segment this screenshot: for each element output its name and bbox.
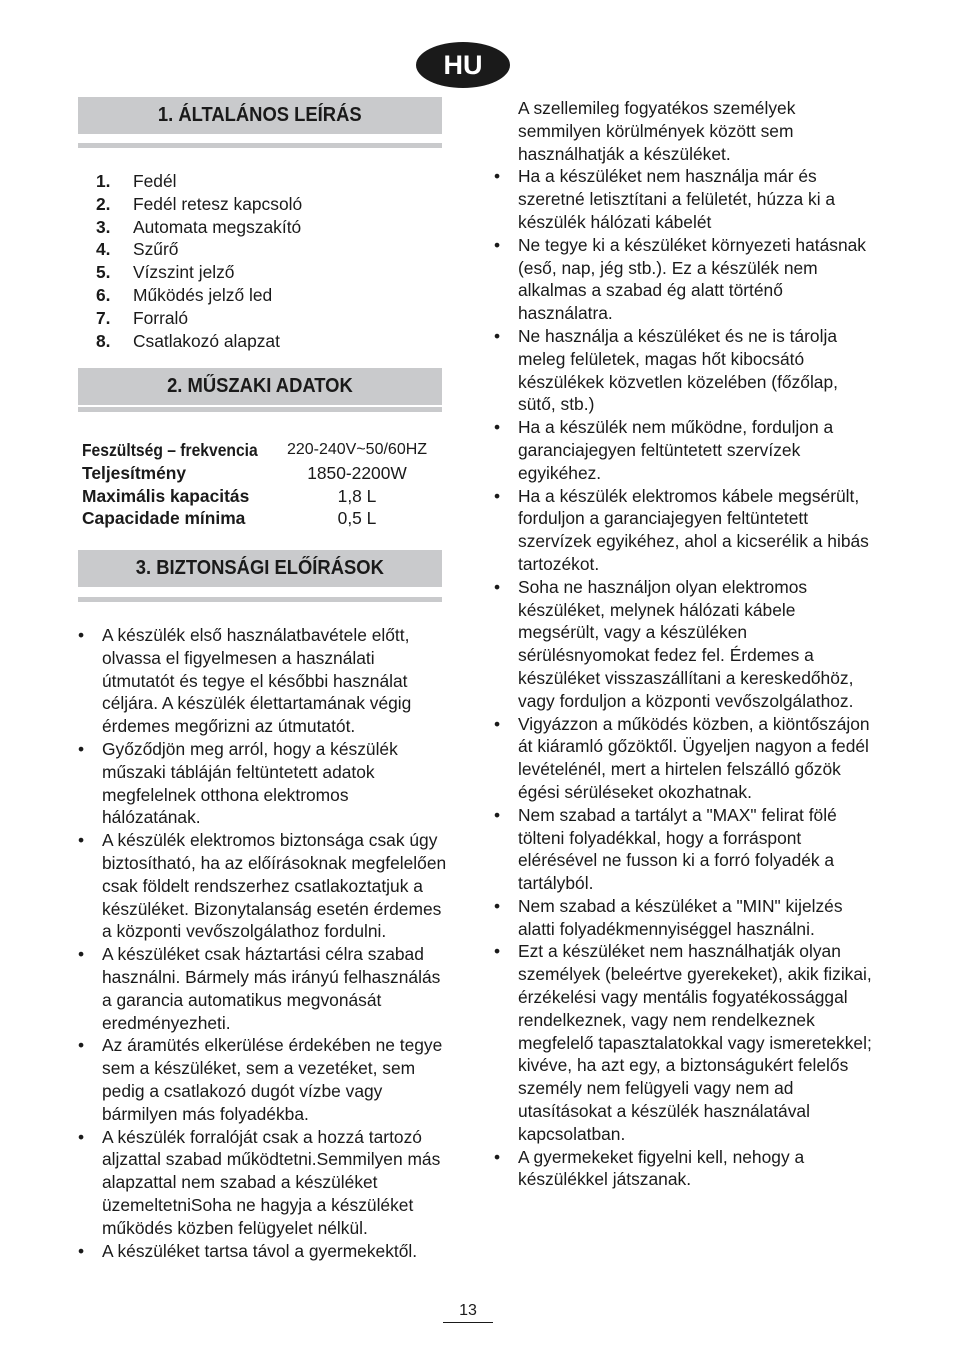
list-item: • Ne tegye ki a készüléket környezeti hatásnak (eső, nap, jég stb.). Ez a készülék nem alkalmas a szabad ég alatt történő használatra.	[494, 234, 874, 325]
list-item: • A készüléket tartsa távol a gyermekektől.	[78, 1240, 448, 1263]
list-item: • Az áramütés elkerülése érdekében ne tegye sem a készüléket, sem a vezetéket, sem pedig a csatlakozó dugót vízbe vagy bármilyen más folyadékba.	[78, 1034, 448, 1125]
section-heading-general: 1. ÁLTALÁNOS LEÍRÁS	[78, 97, 442, 134]
list-item: 3. Automata megszakító	[96, 216, 302, 237]
list-item: • Vigyázzon a működés közben, a kiöntőszájon át kiáramló gőzöktől. Ügyeljen nagyon a fedél levételénél, mert a hirtelen felszálló gőzök égési sérüléseket okozhatnak.	[494, 713, 874, 804]
spec-value: 220-240V~50/60HZ	[286, 441, 428, 458]
list-item: • A készüléket csak háztartási célra szabad használni. Bármely más irányú felhasználás a garancia automatikus megvonását eredményezheti.	[78, 943, 448, 1034]
list-item: • A készülék forralóját csak a hozzá tartozó aljzattal szabad működtetni.Semmilyen más alapzattal nem szabad a készüléket üzemeltetniSoha ne hagyja a készüléket működés közben felügyelet nélkül.	[78, 1126, 448, 1240]
list-item: • Ezt a készüléket nem használhatják olyan személyek (beleértve gyerekeket), akik fizikai, érzékelési vagy mentális fogyatékossággal rendelkeznek, vagy nem rendelkeznek megfelelő tapasztalatokkal vagy ismeretekkel; kivéve, ha azt egy, a biztonságukért felelős személy nem felügyeli vagy nem ad utasításokat a készülék használatával kapcsolatban.	[494, 940, 874, 1145]
spec-value: 1,8 L	[337, 485, 377, 506]
list-item: 2. Fedél retesz kapcsoló	[96, 193, 303, 214]
list-item: 1. Fedél	[96, 171, 177, 191]
spec-value: 0,5 L	[337, 508, 377, 529]
table-row	[82, 507, 432, 530]
spec-label: Maximális kapacitás	[82, 485, 250, 506]
list-item: • A készülék elektromos biztonsága csak úgy biztosítható, ha az előírásoknak megfelelően csak földelt rendszerhez csatlakoztatjuk a készüléket. Bizonytalanság esetén érdemes a központi vevőszolgálathoz fordulni.	[78, 829, 448, 943]
list-item: • A gyermekeket figyelni kell, nehogy a készülékkel játszanak.	[494, 1146, 874, 1192]
list-item: 4. Szűrő	[96, 239, 179, 260]
list-item: • Nem szabad a készüléket a "MIN" kijelzés alatti folyadékmennyiséggel használni.	[494, 895, 874, 941]
specs-table	[82, 439, 432, 530]
table-row	[82, 462, 432, 485]
spec-label: Capacidade mínima	[82, 508, 246, 529]
safety-list-left	[78, 624, 448, 1262]
list-item: • Ha a készülék nem működne, forduljon a garanciajegyen feltüntetett szervízek egyikéhez.	[494, 416, 874, 484]
list-item: • Ha a készüléket nem használja már és szeretné letisztítani a felületét, húzza ki a készülék hálózati kábelét	[494, 165, 874, 233]
safety-list-right	[494, 97, 874, 1191]
list-item: • Ha a készülék elektromos kábele megsérült, forduljon a garanciajegyen feltüntetett szervízek egyikéhez, ahol a kicserélik a hibás tartozékot.	[494, 485, 874, 576]
list-item: • A készülék első használatbavétele előtt, olvassa el figyelmesen a használati útmutatót és tegye el későbbi használat céljára. A készülék élettartamának végig érdemes megőrizni az útmutatót.	[78, 624, 448, 738]
list-item-continued: A szellemileg fogyatékos személyek semmilyen körülmények között sem használhatják a készüléket.	[518, 98, 796, 164]
table-row	[82, 439, 432, 462]
spec-value: 1850-2200W	[307, 462, 407, 483]
list-item: • Soha ne használjon olyan elektromos készüléket, melynek hálózati kábele megsérült, vagy a készüléken sérülésnyomokat fedez fel. Érdemes a készüléket visszaszállítani a kereskedőhöz, vagy forduljon a központi vevőszolgálathoz.	[494, 576, 874, 713]
section-divider	[78, 597, 442, 602]
list-item: 5. Vízszint jelző	[96, 262, 235, 283]
section-divider	[78, 407, 442, 412]
list-item: 8. Csatlakozó alapzat	[96, 330, 280, 351]
section-heading-safety: 3. BIZTONSÁGI ELŐÍRÁSOK	[78, 550, 442, 587]
table-row	[82, 485, 432, 508]
list-item: 6. Működés jelző led	[96, 284, 273, 305]
spec-label: Feszültség – frekvencia	[82, 440, 258, 460]
language-badge: HU	[416, 42, 510, 88]
section-heading-technical: 2. MŰSZAKI ADATOK	[78, 368, 442, 405]
section-divider	[78, 143, 442, 148]
parts-list	[96, 170, 302, 352]
list-item: 7. Forraló	[96, 307, 189, 328]
spec-label: Teljesítmény	[82, 462, 187, 483]
list-item: • Győződjön meg arról, hogy a készülék műszaki tábláján feltüntetett adatok megfelelnek otthona elektromos hálózatának.	[78, 738, 448, 829]
page-number: 13	[443, 1302, 493, 1323]
list-item: • Ne használja a készüléket és ne is tárolja meleg felületek, magas hőt kibocsátó készülékek közvetlen közelében (főzőlap, sütő, stb.)	[494, 325, 874, 416]
list-item: • Nem szabad a tartályt a "MAX" felirat fölé tölteni folyadékkal, hogy a forráspont elérésével ne fusson ki a forró folyadék a tartályból.	[494, 804, 874, 895]
